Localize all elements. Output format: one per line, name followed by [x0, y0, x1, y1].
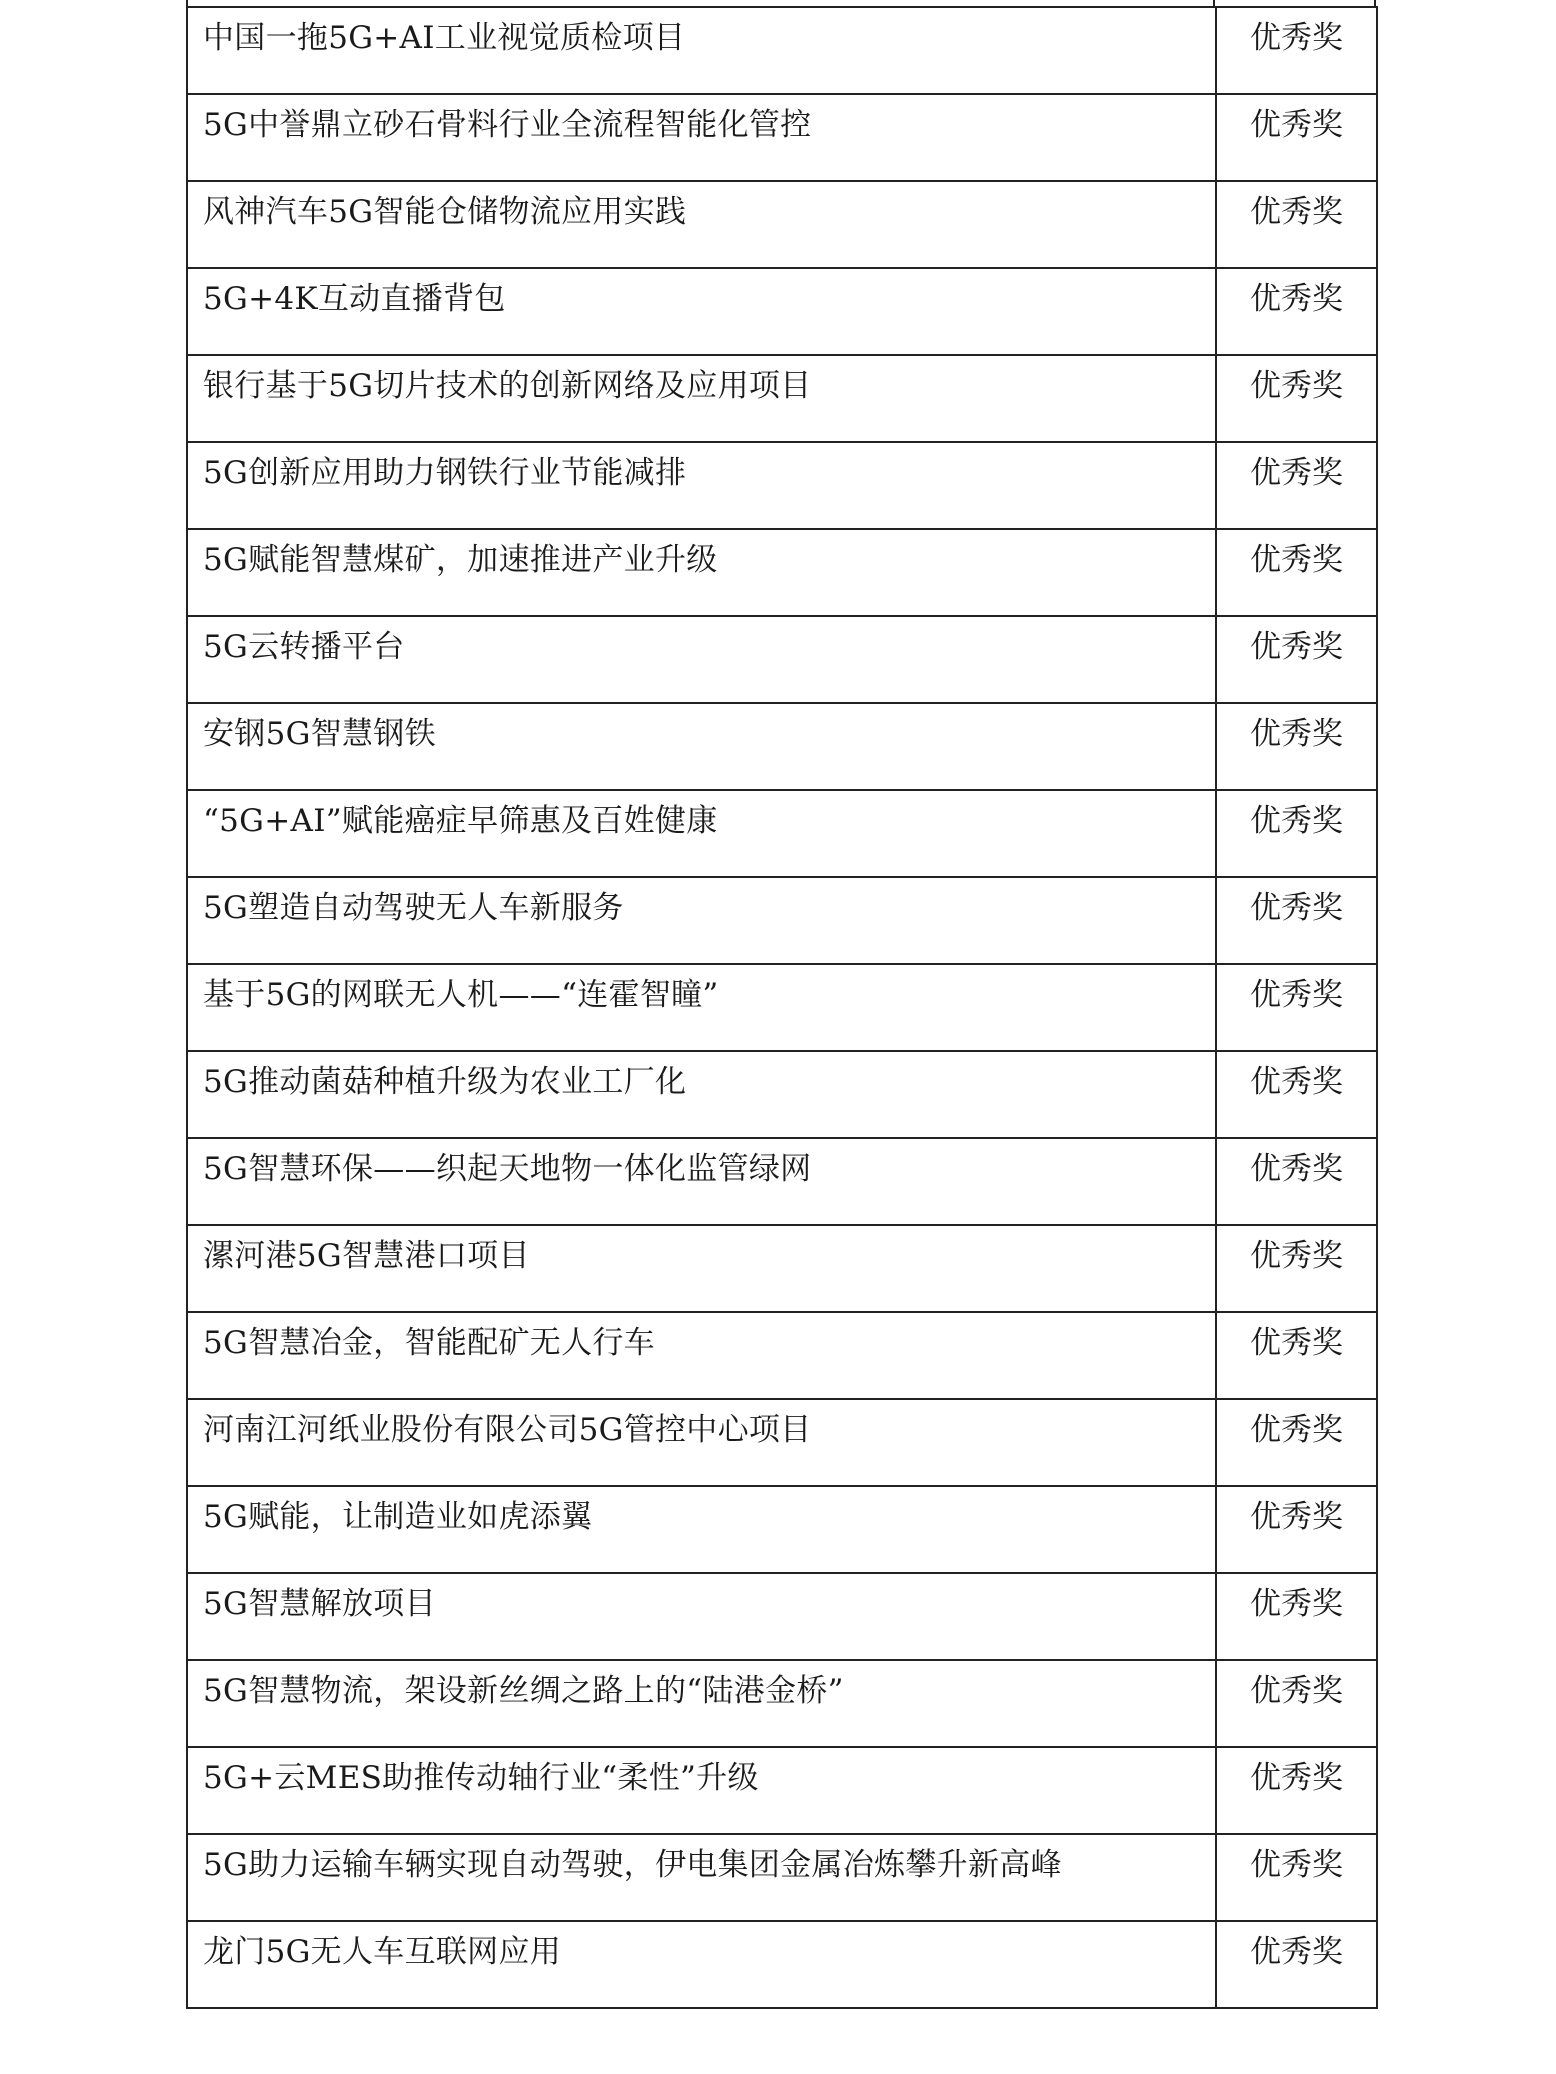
- project-name-cell: 5G中誉鼎立砂石骨料行业全流程智能化管控: [187, 94, 1216, 181]
- award-level-cell: 优秀奖: [1216, 703, 1377, 790]
- award-level-cell: 优秀奖: [1216, 1138, 1377, 1225]
- table-row: [187, 1747, 1377, 1834]
- award-level-cell: 优秀奖: [1216, 1660, 1377, 1747]
- project-name-cell: 5G云转播平台: [187, 616, 1216, 703]
- award-level-cell: 优秀奖: [1216, 790, 1377, 877]
- award-level-cell: 优秀奖: [1216, 181, 1377, 268]
- award-level-cell: 优秀奖: [1216, 1225, 1377, 1312]
- project-name-cell: 安钢5G智慧钢铁: [187, 703, 1216, 790]
- table-row: [187, 1399, 1377, 1486]
- table-row: [187, 1138, 1377, 1225]
- award-level-cell: 优秀奖: [1216, 1834, 1377, 1921]
- award-level-cell: 优秀奖: [1216, 1051, 1377, 1138]
- table-row: [187, 442, 1377, 529]
- project-name-cell: 5G智慧环保——织起天地物一体化监管绿网: [187, 1138, 1216, 1225]
- award-level-cell: 优秀奖: [1216, 442, 1377, 529]
- table-row: [187, 7, 1377, 94]
- award-level-cell: 优秀奖: [1216, 1312, 1377, 1399]
- table-row: [187, 181, 1377, 268]
- table-row: [187, 355, 1377, 442]
- project-name-cell: 5G助力运输车辆实现自动驾驶，伊电集团金属冶炼攀升新高峰: [187, 1834, 1216, 1921]
- project-name-cell: 漯河港5G智慧港口项目: [187, 1225, 1216, 1312]
- award-level-cell: 优秀奖: [1216, 1921, 1377, 2008]
- project-name-cell: 5G智慧解放项目: [187, 1573, 1216, 1660]
- project-name-cell: 5G创新应用助力钢铁行业节能减排: [187, 442, 1216, 529]
- table-row: [187, 703, 1377, 790]
- award-level-cell: 优秀奖: [1216, 1573, 1377, 1660]
- award-level-cell: 优秀奖: [1216, 877, 1377, 964]
- table-row: [187, 1573, 1377, 1660]
- project-name-cell: 龙门5G无人车互联网应用: [187, 1921, 1216, 2008]
- table-row: [187, 529, 1377, 616]
- project-name-cell: 银行基于5G切片技术的创新网络及应用项目: [187, 355, 1216, 442]
- award-table: [186, 6, 1378, 2009]
- table-row: [187, 1312, 1377, 1399]
- award-level-cell: 优秀奖: [1216, 964, 1377, 1051]
- award-level-cell: 优秀奖: [1216, 7, 1377, 94]
- table-row: [187, 94, 1377, 181]
- award-level-cell: 优秀奖: [1216, 94, 1377, 181]
- table-row: [187, 1051, 1377, 1138]
- project-name-cell: 中国一拖5G+AI工业视觉质检项目: [187, 7, 1216, 94]
- award-level-cell: 优秀奖: [1216, 355, 1377, 442]
- project-name-cell: 5G赋能智慧煤矿，加速推进产业升级: [187, 529, 1216, 616]
- project-name-cell: 5G智慧冶金，智能配矿无人行车: [187, 1312, 1216, 1399]
- table-row: [187, 964, 1377, 1051]
- award-level-cell: 优秀奖: [1216, 1399, 1377, 1486]
- project-name-cell: 风神汽车5G智能仓储物流应用实践: [187, 181, 1216, 268]
- table-row: [187, 1834, 1377, 1921]
- table-row: [187, 1921, 1377, 2008]
- table-row: [187, 1486, 1377, 1573]
- table-row: [187, 1660, 1377, 1747]
- table-row: [187, 790, 1377, 877]
- project-name-cell: 河南江河纸业股份有限公司5G管控中心项目: [187, 1399, 1216, 1486]
- project-name-cell: “5G+AI”赋能癌症早筛惠及百姓健康: [187, 790, 1216, 877]
- table-row: [187, 1225, 1377, 1312]
- project-name-cell: 5G智慧物流，架设新丝绸之路上的“陆港金桥”: [187, 1660, 1216, 1747]
- project-name-cell: 5G赋能，让制造业如虎添翼: [187, 1486, 1216, 1573]
- award-level-cell: 优秀奖: [1216, 616, 1377, 703]
- award-level-cell: 优秀奖: [1216, 268, 1377, 355]
- table-row: [187, 877, 1377, 964]
- project-name-cell: 5G塑造自动驾驶无人车新服务: [187, 877, 1216, 964]
- table-row: [187, 616, 1377, 703]
- project-name-cell: 5G推动菌菇种植升级为农业工厂化: [187, 1051, 1216, 1138]
- table-row: [187, 268, 1377, 355]
- project-name-cell: 5G+云MES助推传动轴行业“柔性”升级: [187, 1747, 1216, 1834]
- project-name-cell: 5G+4K互动直播背包: [187, 268, 1216, 355]
- award-level-cell: 优秀奖: [1216, 1747, 1377, 1834]
- award-level-cell: 优秀奖: [1216, 529, 1377, 616]
- award-level-cell: 优秀奖: [1216, 1486, 1377, 1573]
- award-table-body: [187, 7, 1377, 2008]
- project-name-cell: 基于5G的网联无人机——“连霍智瞳”: [187, 964, 1216, 1051]
